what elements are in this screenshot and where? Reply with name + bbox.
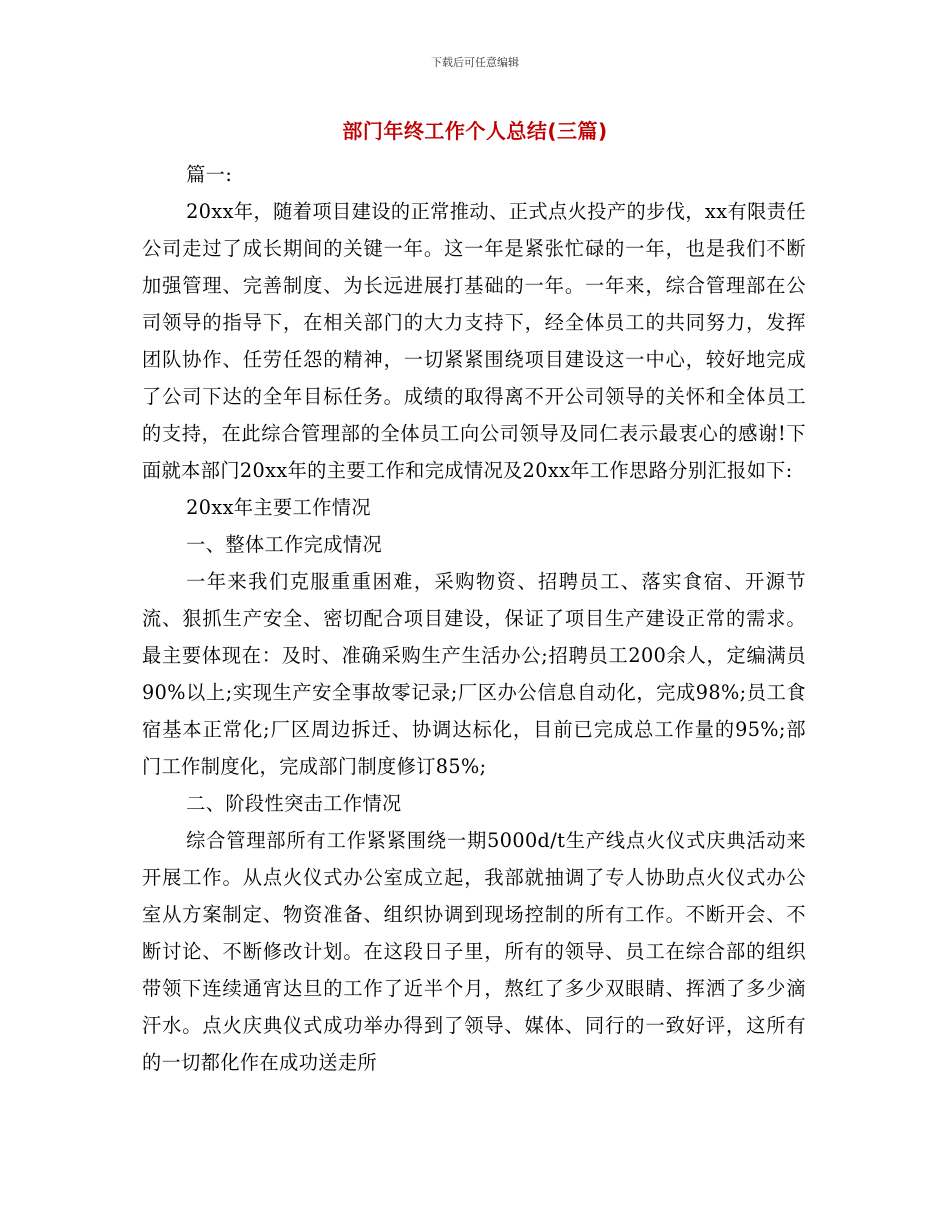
paragraph-heading-stage-work: 二、阶段性突击工作情况 (186, 792, 402, 815)
paragraph-overall-details: 一年来我们克服重重困难，采购物资、招聘员工、落实食宿、开源节流、狠抓生产安全、密切配合项目建设，保证了项目生产建设正常的需求。最主要体现在：及时、准确采购生产生活办公;招聘员工200余人，定编满员90%以上;实现生产安全事故零记录;厂区办公信息自动化，完成98%;员工食宿基本正常化;厂区周边拆迁、协调达标化，目前已完成总工作量的95%;部门工作制度化，完成部门制度修订85%; (142, 570, 806, 778)
paragraph-stage-details: 综合管理部所有工作紧紧围绕一期5000d/t生产线点火仪式庆典活动来开展工作。从点火仪式办公室成立起，我部就抽调了专人协助点火仪式办公室从方案制定、物资准备、组织协调到现场控制的所有工作。不断开会、不断讨论、不断修改计划。在这段日子里，所有的领导、员工在综合部的组织带领下连续通宵达旦的工作了近半个月，熬红了多少双眼睛、挥洒了多少滴汗水。点火庆典仪式成功举办得到了领导、媒体、同行的一致好评，这所有的一切都化作在成功送走所 (142, 829, 806, 1074)
document-body (142, 156, 806, 1081)
paragraph-heading-main-work: 20xx年主要工作情况 (186, 496, 371, 519)
paragraph-section-label: 篇一: (186, 163, 233, 186)
header-note: 下载后可任意编辑 (431, 56, 519, 69)
document-title: 部门年终工作个人总结(三篇) (342, 119, 608, 143)
paragraph-intro: 20xx年，随着项目建设的正常推动、正式点火投产的步伐，xx有限责任公司走过了成长期间的关键一年。这一年是紧张忙碌的一年，也是我们不断加强管理、完善制度、为长远进展打基础的一年。一年来，综合管理部在公司领导的指导下，在相关部门的大力支持下，经全体员工的共同努力，发挥团队协作、任劳任怨的精神，一切紧紧围绕项目建设这一中心，较好地完成了公司下达的全年目标任务。成绩的取得离不开公司领导的关怀和全体员工的支持，在此综合管理部的全体员工向公司领导及同仁表示最衷心的感谢!下面就本部门20xx年的主要工作和完成情况及20xx年工作思路分别汇报如下: (142, 200, 806, 482)
paragraph-heading-overall: 一、整体工作完成情况 (186, 533, 383, 556)
